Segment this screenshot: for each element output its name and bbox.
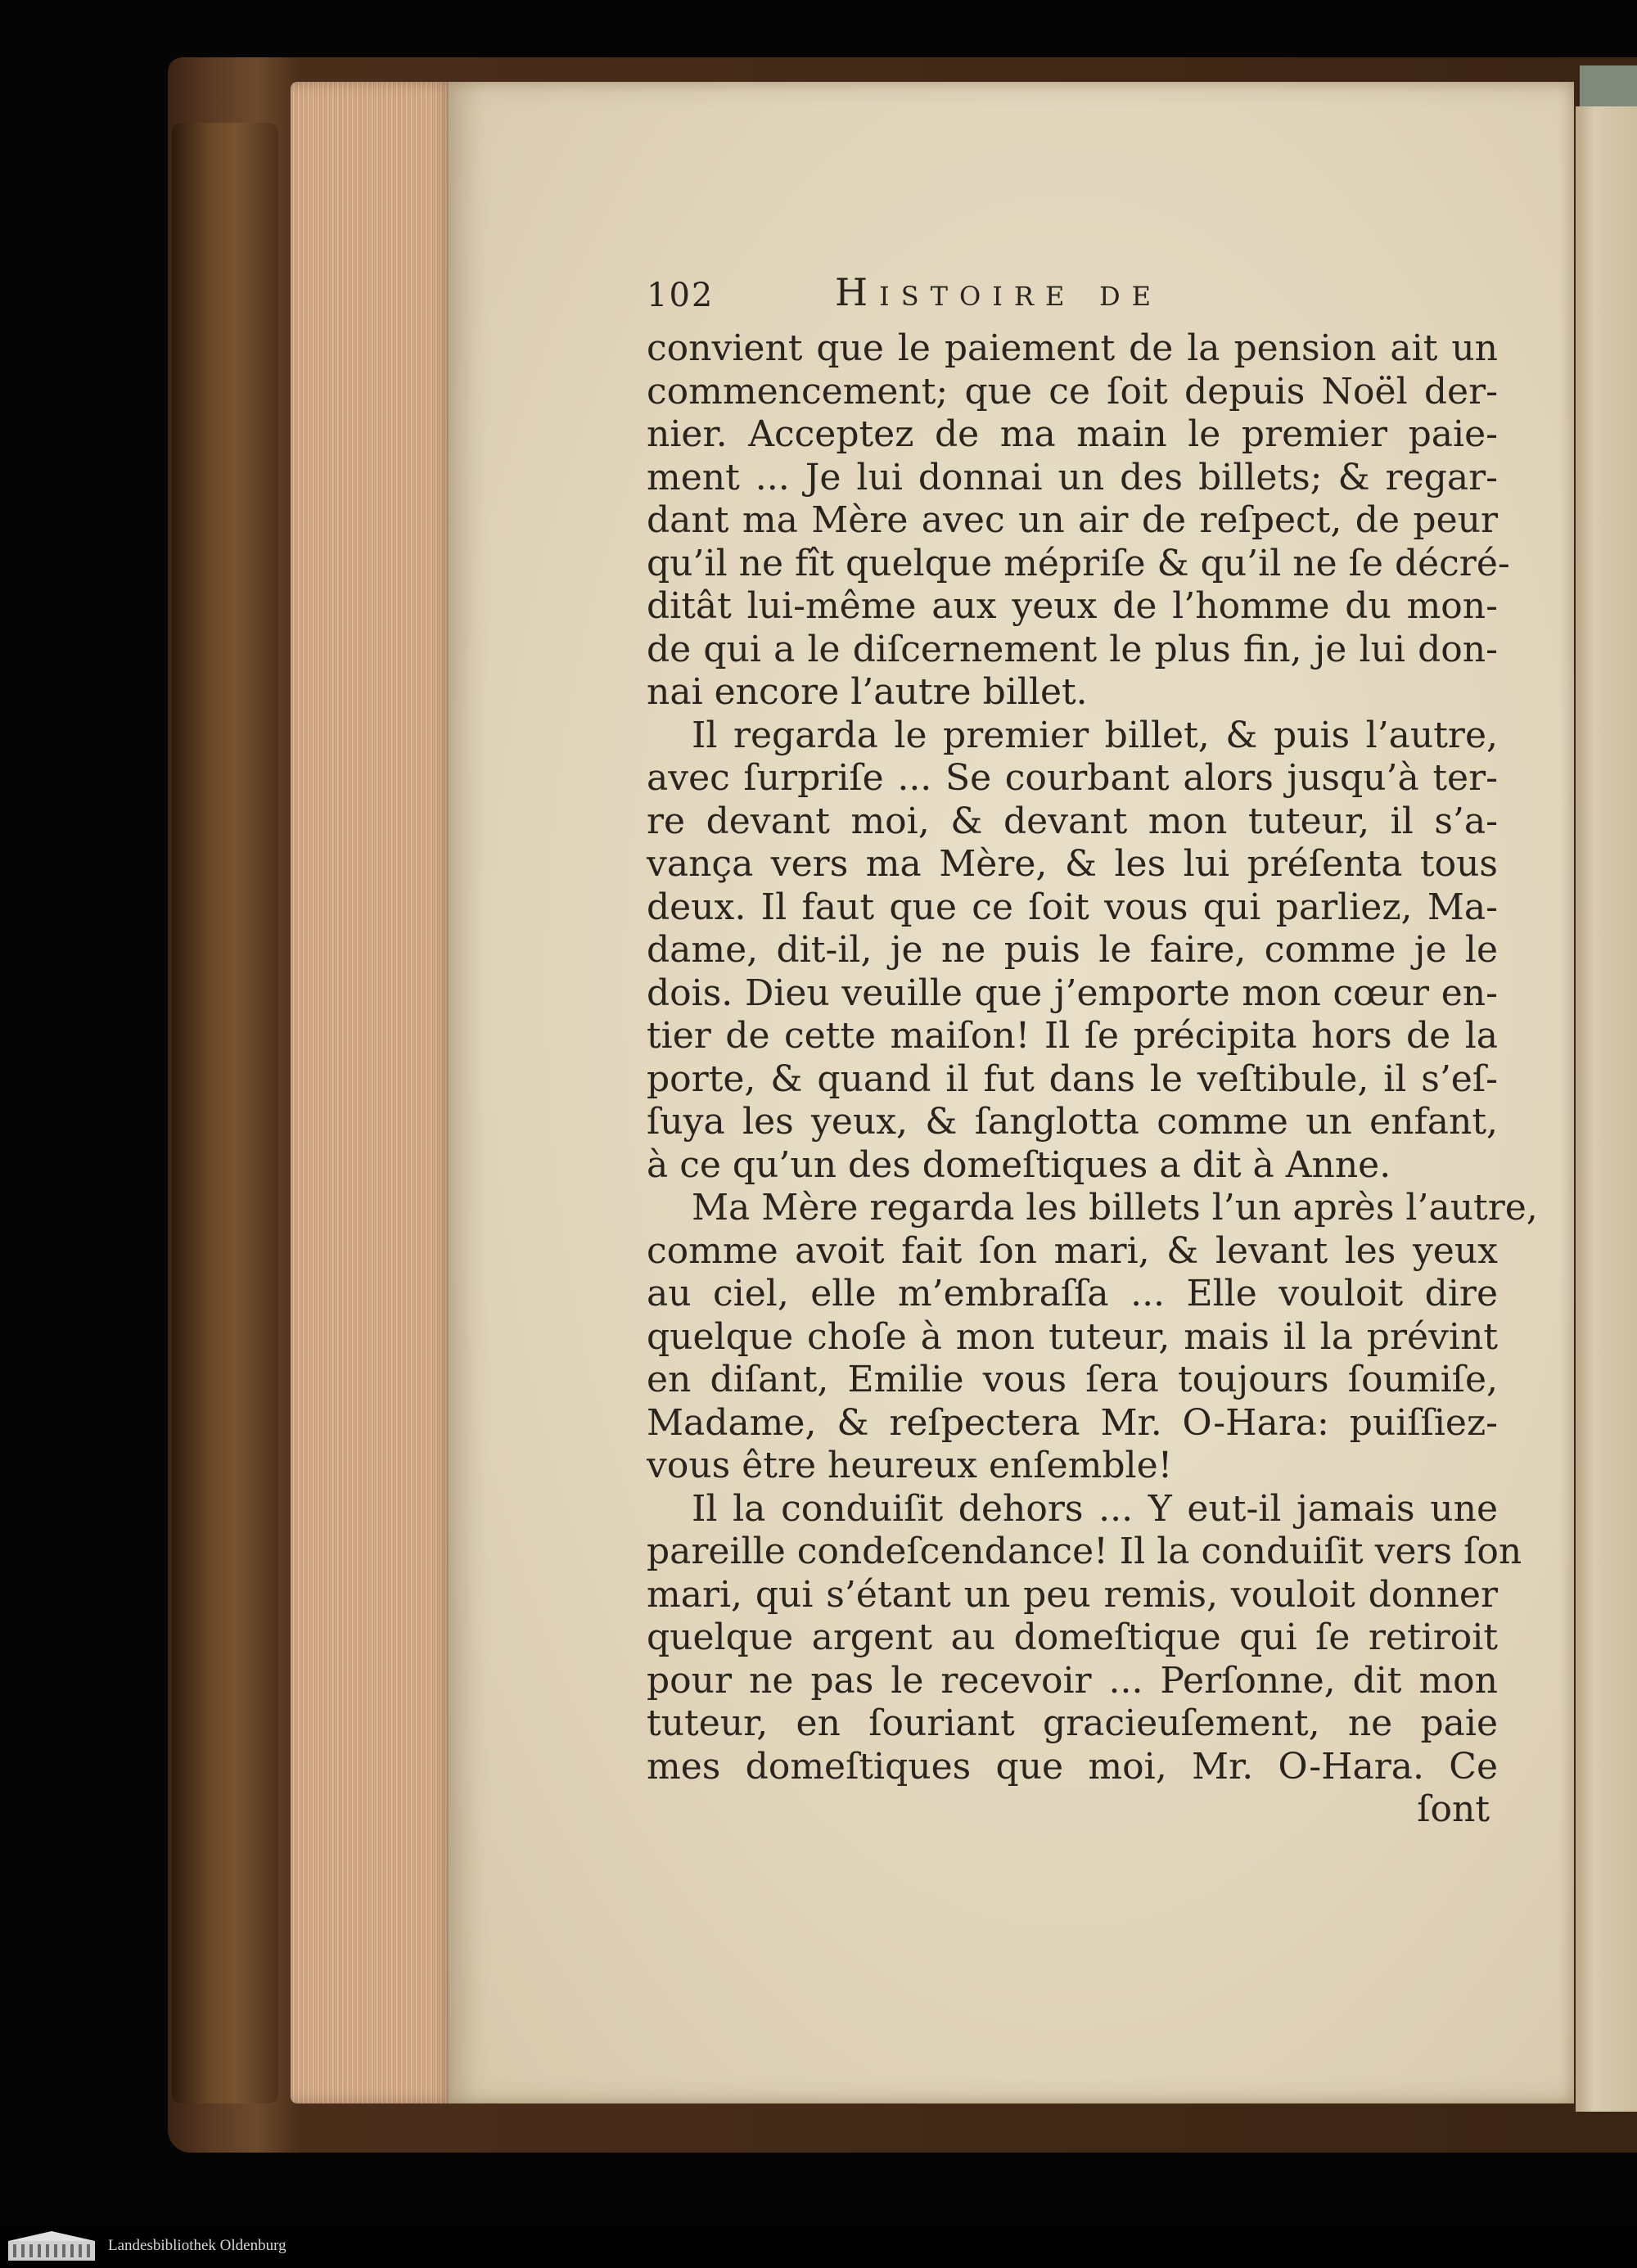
text-line: au ciel, elle m’embraſſa ... Elle vouloit dire (647, 1273, 1498, 1314)
text-line: commencement; que ce ſoit depuis Noël der- (647, 370, 1498, 413)
text-line: de qui a le diſcernement le plus fin, je lui don- (647, 628, 1498, 670)
text-line: pour ne pas le recevoir ... Perſonne, dit mon (647, 1659, 1498, 1702)
text-line: avec ſurpriſe ... Se courbant alors jusqu’à ter- (647, 757, 1498, 799)
text-line: en diſant, Emilie vous ſera toujours ſoumiſe, (647, 1359, 1498, 1400)
library-name: Landesbibliothek Oldenburg (108, 2237, 286, 2254)
page-number: 102 (647, 277, 715, 314)
text-line: convient que le paiement de la pension ait un (647, 327, 1498, 369)
running-title: Histoire de (835, 270, 1162, 314)
text-line: ſuya les yeux, & ſanglotta comme un enfant, (647, 1101, 1498, 1143)
text-line: tier de cette maiſon! Il ſe précipita hors de la (647, 1015, 1498, 1057)
text-line: dois. Dieu veuille que j’emporte mon cœur en- (647, 972, 1498, 1014)
page-edges (291, 82, 454, 2103)
text-line: mes domeſtiques que moi, Mr. O-Hara. Ce (647, 1745, 1498, 1788)
text-line: Ma Mère regarda les billets l’un après l’autre, (692, 1187, 1538, 1229)
text-line: mari, qui s’étant un peu remis, vouloit donner (647, 1573, 1498, 1616)
text-line: à ce qu’un des domeſtiques a dit à Anne. (647, 1143, 1391, 1186)
right-binding (1580, 65, 1637, 110)
text-line: vous être heureux enſemble! (647, 1445, 1173, 1486)
text-line: quelque choſe à mon tuteur, mais il la prévint (647, 1315, 1498, 1358)
catchword: ſont (1417, 1788, 1490, 1830)
text-line: ment ... Je lui donnai un des billets; & regar- (647, 456, 1498, 498)
text-line: dame, dit-il, je ne puis le faire, comme je le (647, 929, 1498, 971)
text-line: tuteur, en ſouriant gracieuſement, ne paie (647, 1702, 1498, 1744)
text-line: comme avoit fait ſon mari, & levant les yeux (647, 1229, 1498, 1272)
opposite-page-edge (1576, 106, 1637, 2112)
text-line: pareille condeſcendance! Il la conduiſit vers ſon (647, 1531, 1522, 1572)
running-head (647, 270, 1498, 327)
text-line: Il la conduiſit dehors ... Y eut-il jamais une (692, 1487, 1498, 1530)
text-line: quelque argent au domeſtique qui ſe retiroit (647, 1616, 1498, 1658)
text-line: re devant moi, & devant mon tuteur, il s’a- (647, 800, 1498, 842)
text-line: vança vers ma Mère, & les lui préſenta tous (647, 843, 1498, 885)
text-line: ditât lui-même aux yeux de l’homme du mon- (647, 585, 1498, 627)
book-binding-edge (172, 123, 278, 2103)
body-text (647, 327, 1538, 1788)
text-line: dant ma Mère avec un air de reſpect, de peur (647, 499, 1498, 541)
text-line: nier. Acceptez de ma main le premier paie- (647, 413, 1498, 455)
text-line: qu’il ne fît quelque mépriſe & qu’il ne ſe décré- (647, 542, 1510, 584)
text-line: Il regarda le premier billet, & puis l’autre, (692, 714, 1498, 756)
page-text-block (647, 270, 1538, 1832)
text-line: Madame, & reſpectera Mr. O-Hara: puiſſiez- (647, 1401, 1498, 1444)
library-building-icon (7, 2230, 97, 2262)
text-line: nai encore l’autre billet. (647, 671, 1088, 713)
text-line: porte, & quand il fut dans le veſtibule, il s’eſ- (647, 1057, 1498, 1100)
text-line: deux. Il faut que ce ſoit vous qui parliez, Ma- (647, 886, 1498, 928)
